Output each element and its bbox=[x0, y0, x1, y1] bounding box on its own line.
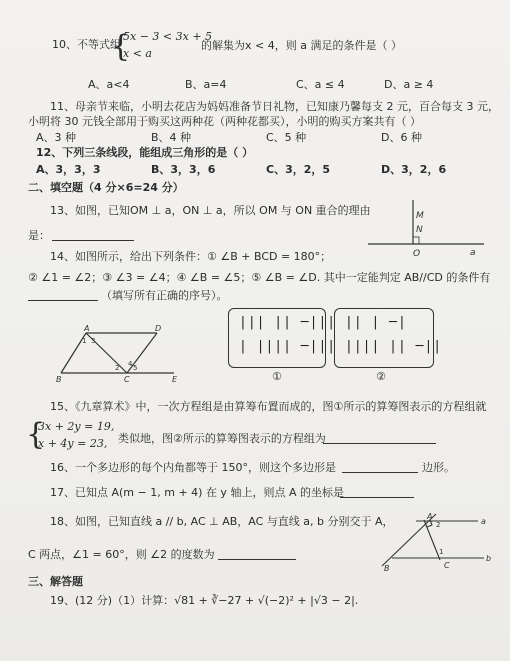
rod-figure-1-label: ① bbox=[272, 370, 282, 383]
q11-line-2: 小明将 30 元钱全部用于购买这两种花（两种花都买），小明的购买方案共有（ ） bbox=[28, 115, 421, 128]
rod-figure-1 bbox=[228, 308, 337, 368]
q12-option-a: A、3，3，3 bbox=[36, 163, 101, 176]
q18-answer-blank[interactable] bbox=[218, 548, 296, 564]
q12-option-d: D、3，2，6 bbox=[381, 163, 447, 176]
q12-option-c: C、3，2，5 bbox=[266, 163, 331, 176]
q18-label-b: B bbox=[384, 564, 390, 572]
q10-option-d: D、a ≥ 4 bbox=[384, 78, 434, 91]
q18-label-a: A bbox=[427, 512, 433, 521]
q14-line-1: 14、如图所示，给出下列条件：① ∠B + BCD = 180°； bbox=[50, 250, 332, 263]
q18-label-line-a: a bbox=[481, 517, 486, 526]
section-answer-title: 三、解答题 bbox=[28, 575, 83, 588]
q10-option-b: B、a=4 bbox=[185, 78, 227, 91]
q18-angle-2: 2 bbox=[436, 521, 441, 529]
q14-line-2: ② ∠1 = ∠2；③ ∠3 = ∠4；④ ∠B = ∠5；⑤ ∠B = ∠D. 其中一定能判定 AB//CD 的条件有 bbox=[28, 271, 491, 284]
q13-line-2: 是： bbox=[28, 229, 50, 242]
q16-tail: 边形。 bbox=[422, 461, 455, 474]
q10-option-a: A、a<4 bbox=[88, 78, 130, 91]
q13-label-m: M bbox=[416, 211, 424, 221]
q16-answer-blank[interactable] bbox=[342, 461, 418, 477]
q14-label-d: D bbox=[155, 324, 162, 333]
q10-option-c: C、a ≤ 4 bbox=[296, 78, 345, 91]
rod-figure-2-row-1: || | ─| bbox=[345, 315, 407, 330]
q13-figure bbox=[366, 194, 488, 258]
q18-line-1: 18、如图，已知直线 a // b, AC ⊥ AB，AC 与直线 a, b 分别交于 A， bbox=[50, 515, 394, 528]
section-fill-in-title: 二、填空题（4 分×6=24 分） bbox=[28, 181, 184, 194]
q14-label-b: B bbox=[56, 375, 62, 384]
rod-figure-1-row-2: | |||| ─||| bbox=[239, 339, 337, 354]
q18-label-line-b: b bbox=[486, 554, 492, 563]
q16-stem: 16、一个多边形的每个内角都等于 150°，则这个多边形是 bbox=[50, 461, 336, 474]
q15-eq-1: 3x + 2y = 19, bbox=[38, 420, 115, 433]
q13-label-a: a bbox=[470, 248, 476, 258]
q14-angle-4: 4 bbox=[128, 360, 133, 368]
q15-line-1: 15、《九章算术》中，一次方程组是由算筹布置而成的，图①所示的算筹图表示的方程组就 bbox=[50, 400, 487, 413]
q14-angle-2: 2 bbox=[115, 364, 120, 372]
q14-figure bbox=[52, 322, 202, 384]
q17-answer-blank[interactable] bbox=[340, 486, 414, 502]
q18-angle-1: 1 bbox=[439, 548, 444, 556]
q10-stem-tail: 的解集为x < 4，则 a 满足的条件是（ ） bbox=[201, 39, 402, 52]
q11-line-1: 11、母亲节来临，小明去花店为妈妈准备节日礼物，已知康乃馨每支 2 元，百合每支 3 元， bbox=[50, 100, 499, 113]
q12-option-b: B、3，3，6 bbox=[151, 163, 216, 176]
q11-option-b: B、4 种 bbox=[151, 131, 192, 144]
q18-label-c: C bbox=[444, 561, 450, 570]
q11-option-c: C、5 种 bbox=[266, 131, 307, 144]
q14-answer-blank[interactable] bbox=[28, 289, 98, 305]
q17-stem: 17、已知点 A(m − 1, m + 4) 在 y 轴上，则点 A 的坐标是 bbox=[50, 486, 344, 499]
q13-line-1: 13、如图，已知OM ⊥ a，ON ⊥ a，所以 OM 与 ON 重合的理由 bbox=[50, 204, 371, 217]
q13-label-n: N bbox=[416, 225, 423, 235]
q14-line-3: （填写所有正确的序号）。 bbox=[101, 289, 228, 302]
q15-tail: 类似地，图②所示的算筹图表示的方程组为 bbox=[118, 432, 326, 445]
q18-line-2: C 两点，∠1 = 60°，则 ∠2 的度数为 bbox=[28, 548, 215, 561]
q14-label-e: E bbox=[172, 375, 178, 384]
q11-option-a: A、3 种 bbox=[36, 131, 77, 144]
q10-number: 10、不等式组 bbox=[52, 38, 121, 51]
q10-ineq-2: x < a bbox=[123, 47, 152, 60]
q14-angle-1: 1 bbox=[82, 337, 87, 345]
q14-label-c: C bbox=[124, 375, 130, 384]
q13-answer-blank[interactable] bbox=[52, 229, 134, 245]
rod-figure-2-label: ② bbox=[376, 370, 386, 383]
q19-stem: 19、(12 分)（1）计算：√81 + ∛−27 + √(−2)² + |√3 − 2|. bbox=[50, 594, 359, 607]
rod-figure-2 bbox=[334, 308, 443, 368]
q15-answer-blank[interactable] bbox=[323, 432, 436, 448]
q12-stem: 12、下列三条线段，能组成三角形的是（ ） bbox=[36, 146, 254, 159]
rod-figure-2-row-2: |||| || ─|| bbox=[345, 339, 443, 354]
q14-label-a: A bbox=[84, 324, 90, 333]
q14-angle-5: 5 bbox=[133, 364, 138, 372]
q15-eq-2: x + 4y = 23, bbox=[38, 437, 108, 450]
q13-label-o: O bbox=[413, 249, 421, 258]
q14-angle-3: 3 bbox=[91, 337, 96, 345]
q18-figure bbox=[378, 510, 496, 572]
q10-ineq-1: 5x − 3 < 3x + 5 bbox=[123, 30, 213, 43]
rod-figure-1-row-1: ||| || ─||| bbox=[239, 315, 337, 330]
q10-brace: { bbox=[111, 29, 131, 64]
q15-brace: { bbox=[26, 417, 46, 452]
q11-option-d: D、6 种 bbox=[381, 131, 422, 144]
